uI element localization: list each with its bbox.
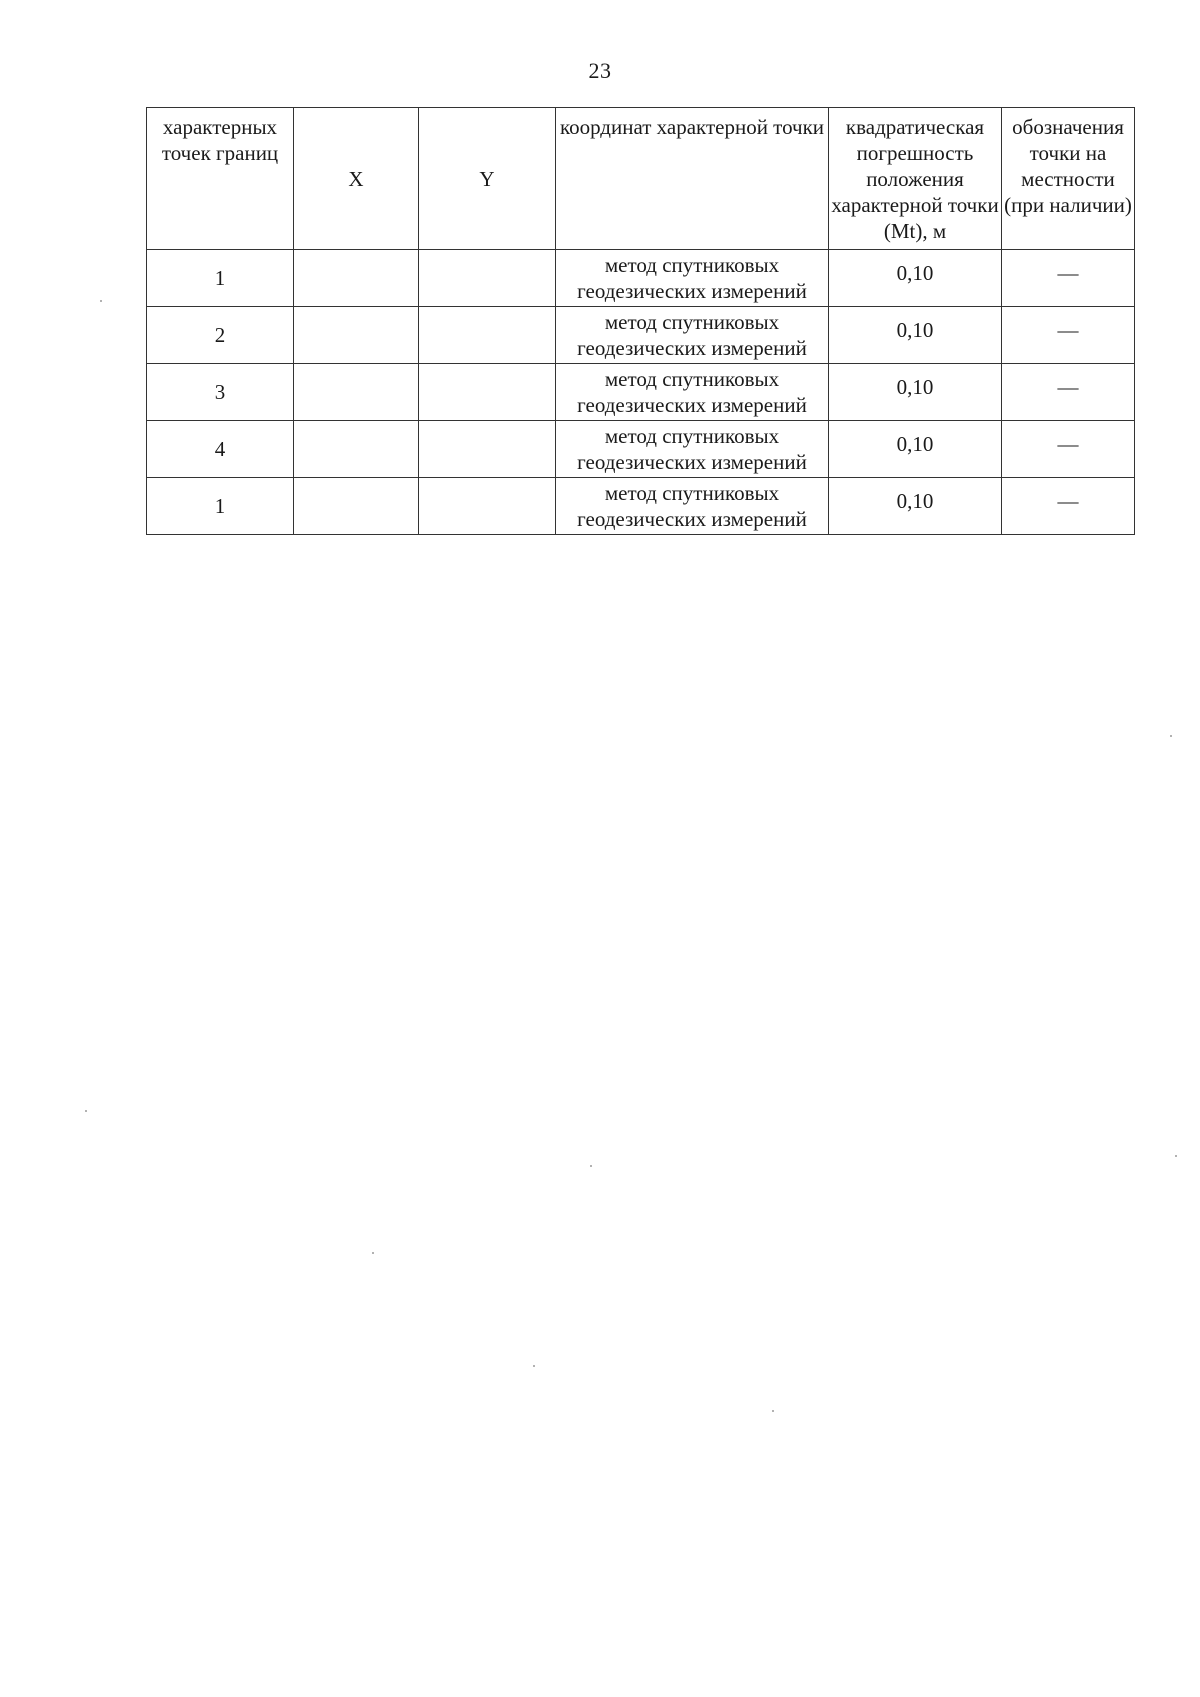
cell-point: 3: [147, 364, 294, 421]
cell-point: 4: [147, 421, 294, 478]
header-method: координат характерной точки: [556, 108, 829, 250]
cell-error: 0,10: [829, 364, 1002, 421]
cell-y: [419, 421, 556, 478]
cell-method: метод спутниковых геодезических измерений: [556, 478, 829, 535]
scan-speck: [372, 1252, 374, 1254]
table-row: [147, 250, 1135, 307]
cell-point: 1: [147, 250, 294, 307]
cell-marking: —: [1002, 478, 1135, 535]
scan-speck: [1175, 1155, 1177, 1157]
table-row: [147, 364, 1135, 421]
cell-method: метод спутниковых геодезических измерений: [556, 364, 829, 421]
scan-speck: [772, 1410, 774, 1412]
scan-speck: [533, 1365, 535, 1367]
cell-marking: —: [1002, 250, 1135, 307]
table-row: [147, 478, 1135, 535]
cell-error: 0,10: [829, 478, 1002, 535]
cell-point: 2: [147, 307, 294, 364]
cell-y: [419, 307, 556, 364]
cell-marking: —: [1002, 307, 1135, 364]
cell-y: [419, 364, 556, 421]
header-error: квадратическая погрешность положения характерной точки (Mt), м: [829, 108, 1002, 250]
cell-x: [294, 364, 419, 421]
cell-point: 1: [147, 478, 294, 535]
table-row: [147, 307, 1135, 364]
scan-speck: [590, 1165, 592, 1167]
cell-method: метод спутниковых геодезических измерений: [556, 250, 829, 307]
cell-marking: —: [1002, 421, 1135, 478]
cell-x: [294, 250, 419, 307]
header-y: Y: [419, 108, 556, 250]
scan-speck: [1170, 735, 1172, 737]
cell-x: [294, 478, 419, 535]
cell-error: 0,10: [829, 250, 1002, 307]
header-x: X: [294, 108, 419, 250]
cell-error: 0,10: [829, 421, 1002, 478]
header-marking: обозначения точки на местности (при наличии): [1002, 108, 1135, 250]
page-number: 23: [588, 58, 612, 83]
table-header-row: [147, 108, 1135, 250]
cell-method: метод спутниковых геодезических измерений: [556, 307, 829, 364]
cell-method: метод спутниковых геодезических измерений: [556, 421, 829, 478]
boundary-points-table: [146, 107, 1135, 535]
scan-speck: [85, 1110, 87, 1112]
cell-x: [294, 307, 419, 364]
cell-x: [294, 421, 419, 478]
cell-error: 0,10: [829, 307, 1002, 364]
cell-y: [419, 250, 556, 307]
scan-speck: [100, 300, 102, 302]
header-point-name: характерных точек границ: [147, 108, 294, 250]
cell-y: [419, 478, 556, 535]
cell-marking: —: [1002, 364, 1135, 421]
table-row: [147, 421, 1135, 478]
